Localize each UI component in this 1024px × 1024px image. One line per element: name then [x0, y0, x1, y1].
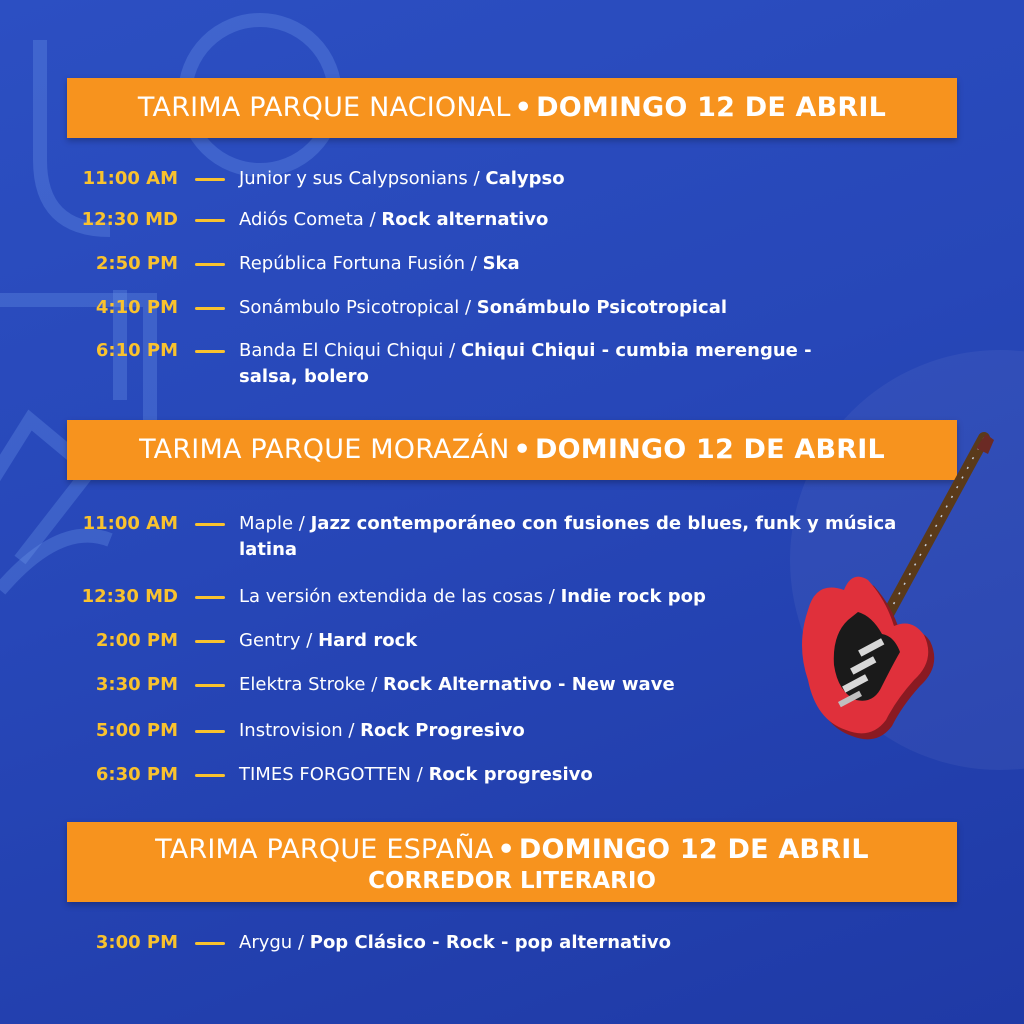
stage-subtitle: CORREDOR LITERARIO	[368, 868, 656, 894]
slash: /	[464, 297, 472, 318]
act-genre: Chiqui Chiqui - cumbia merengue - salsa, bolero	[239, 340, 812, 387]
act-name: Sonámbulo Psicotropical	[239, 297, 460, 318]
stage-banner-nacional	[67, 78, 957, 138]
event-time: 2:00 PM	[95, 630, 178, 651]
stage-name: TARIMA PARQUE ESPAÑA	[155, 834, 494, 865]
dash-divider	[195, 684, 225, 687]
dash-divider	[195, 942, 225, 945]
dash-divider	[195, 596, 225, 599]
act-genre: Calypso	[485, 168, 565, 189]
act-name: Elektra Stroke	[239, 674, 366, 695]
dash-divider	[195, 640, 225, 643]
dash-divider	[195, 307, 225, 310]
dash-divider	[195, 178, 225, 181]
dash-divider	[195, 730, 225, 733]
event-time: 3:30 PM	[95, 674, 178, 695]
heading-separator: •	[497, 834, 515, 865]
event-time: 12:30 MD	[81, 586, 178, 607]
slash: /	[449, 340, 456, 361]
act-name: Arygu	[239, 932, 293, 953]
slash: /	[473, 168, 480, 189]
event-time: 5:00 PM	[95, 720, 178, 741]
act-genre: Hard rock	[318, 630, 418, 651]
heading-separator: •	[514, 92, 533, 123]
act-genre: Rock Alternativo - New wave	[383, 674, 675, 695]
stage-name: TARIMA PARQUE NACIONAL	[137, 92, 511, 123]
slash: /	[369, 209, 376, 230]
stage-date: DOMINGO 12 DE ABRIL	[536, 92, 887, 123]
act-name: Maple	[239, 513, 294, 534]
act-name: Banda El Chiqui Chiqui	[239, 340, 444, 361]
act-genre: Sonámbulo Psicotropical	[476, 297, 728, 318]
event-time: 11:00 AM	[82, 168, 178, 189]
slash: /	[298, 513, 305, 534]
heading-separator: •	[513, 434, 531, 465]
act-name: Instrovision	[239, 720, 343, 741]
act-name: Gentry	[239, 630, 301, 651]
event-time: 11:00 AM	[82, 513, 178, 534]
dash-divider	[195, 350, 225, 353]
electric-guitar-icon	[786, 430, 996, 750]
stage-banner-espana	[67, 822, 957, 902]
dash-divider	[195, 219, 225, 222]
event-time: 6:10 PM	[95, 340, 178, 361]
event-time: 6:30 PM	[95, 764, 178, 785]
slash: /	[470, 253, 477, 274]
stage-date: DOMINGO 12 DE ABRIL	[534, 434, 885, 465]
dash-divider	[195, 774, 225, 777]
stage-heading	[67, 91, 957, 125]
slash: /	[306, 630, 313, 651]
slash: /	[297, 932, 305, 953]
act-name: Junior y sus Calypsonians	[239, 168, 468, 189]
act-name: Adiós Cometa	[239, 209, 364, 230]
stage-date: DOMINGO 12 DE ABRIL	[518, 834, 869, 865]
dash-divider	[195, 263, 225, 266]
stage-name: TARIMA PARQUE MORAZÁN	[139, 434, 510, 465]
act-genre: Rock alternativo	[381, 209, 549, 230]
slash: /	[416, 764, 423, 785]
act-name: República Fortuna Fusión	[239, 253, 466, 274]
event-time: 12:30 MD	[81, 209, 178, 230]
event-time: 2:50 PM	[95, 253, 178, 274]
stage-heading	[67, 833, 957, 867]
act-name: TIMES FORGOTTEN	[239, 764, 412, 785]
act-genre: Indie rock pop	[560, 586, 706, 607]
slash: /	[548, 586, 555, 607]
dash-divider	[195, 523, 225, 526]
act-genre: Jazz contemporáneo con fusiones de blues, funk y música latina	[239, 513, 897, 560]
slash: /	[348, 720, 355, 741]
act-name: La versión extendida de las cosas	[239, 586, 544, 607]
event-time: 4:10 PM	[95, 297, 178, 318]
event-time: 3:00 PM	[95, 932, 178, 953]
act-genre: Ska	[482, 253, 520, 274]
act-genre: Rock Progresivo	[360, 720, 525, 741]
act-genre: Rock progresivo	[428, 764, 593, 785]
act-genre: Pop Clásico - Rock - pop alternativo	[309, 932, 672, 953]
slash: /	[371, 674, 378, 695]
